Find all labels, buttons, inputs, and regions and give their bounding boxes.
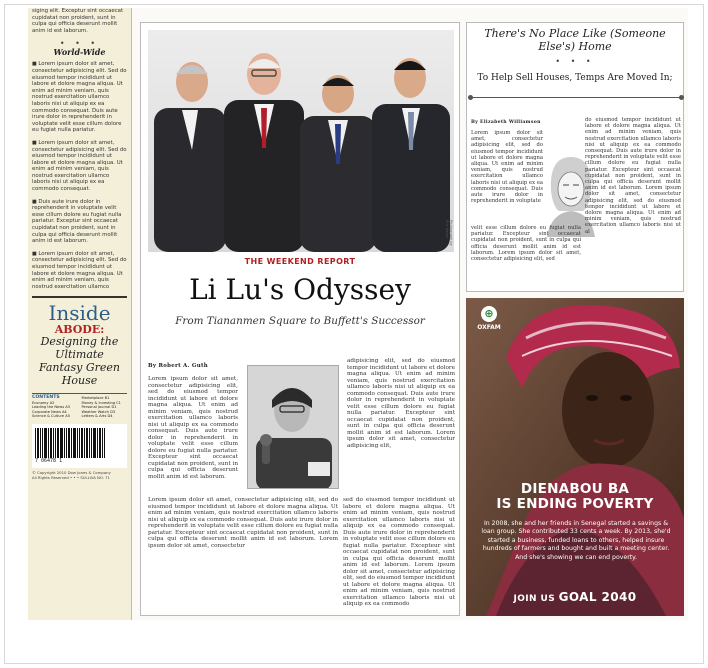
barcode-bar: [55, 428, 56, 458]
contents-list: Economy A2 Leading the News A3 Corporate News A4 Science & Culture A5: [32, 400, 70, 418]
article-body: Lorem ipsum dolor sit amet, consectetur adipisicing elit, sed do eiusmod tempor incididunt ut labore et dolore magna aliqua. Ut enim ad minim veniam, quis nostrud exercitation ullamco laboris nisi ut aliquip ex ea commodo consequat. Duis aute irure dolor in reprehenderit in voluptate velit esse cillum dolore eu fugiat nulla pariatur. Excepteur sint occaecat cupidatat non proident, sunt in culpa qui officia deserunt mollit anim id est laborum.: [148, 376, 238, 480]
sidebar-dots: • • •: [59, 39, 100, 49]
contents-list: Marketplace B1 Money & Investing C1 Personal Journal D1 Weather Watch D3 Letters & Arts D4: [81, 396, 121, 418]
group-photo-image: [148, 30, 454, 252]
byline: By Robert A. Guth: [148, 363, 209, 369]
barcode-bar: [99, 428, 101, 458]
ad-cta-goal: GOAL 2040: [558, 590, 637, 604]
left-sidebar: [28, 8, 132, 620]
inside-box: [32, 296, 127, 387]
barcode-bar: [66, 428, 67, 458]
ad-headline: [466, 482, 684, 512]
ad-headline-line: DIENABOU BA: [520, 481, 630, 497]
news-brief: ■ Lorem ipsum dolor sit amet, consectetur adipisicing elit. Sed do eiusmod tempor incididunt ut labore et dolore magna aliqua. Ut enim ad minim veniam, quis nostrud exercitation ullamco laboris nisi ut aliquip ex ea commodo consequat. Duis aute irure dolor in reprehenderit in voluptate velit esse cillum dolore eu fugiat nulla pariatur.: [32, 61, 127, 134]
barcode-bars: [35, 426, 124, 458]
headline[interactable]: Li Lu's Odyssey: [189, 273, 411, 306]
barcode-bar: [93, 428, 96, 458]
contents-heading: CONTENTS: [32, 395, 60, 401]
barcode-bar: [102, 428, 103, 458]
ad-cta[interactable]: [466, 590, 684, 604]
ad-headline-line: IS ENDING POVERTY: [496, 496, 654, 512]
secondary-byline: By Elizabeth Williamson: [471, 120, 541, 125]
section-heading: World-Wide: [53, 47, 106, 58]
barcode-bar: [53, 428, 54, 458]
group-photo: [148, 30, 454, 252]
photo-credit: Photograph by Eric Kaiser: [445, 220, 453, 246]
contents-column: [32, 396, 78, 418]
barcode-bar: [73, 428, 76, 458]
portrait-image: [248, 366, 339, 489]
divider: [471, 97, 681, 98]
barcode-bar: [35, 428, 36, 458]
news-brief: ■ Lorem ipsum dolor sit amet, consectetur adipisicing elit. Sed do eiusmod tempor incididunt ut labore et dolore magna aliqua. Ut enim ad minim veniam, quis nostrud exercitation ullamco: [32, 251, 127, 291]
barcode-bar: [97, 428, 98, 458]
kicker: THE WEEKEND REPORT: [244, 257, 356, 266]
ad-photo: [466, 298, 684, 616]
news-brief: ■ Duis aute irure dolor in reprehenderit in voluptate velit esse cillum dolore eu fugiat nulla pariatur. Exceptur sint occaecat cupidatat non proident, sunt in culpa qui officia deserunt mollit anim id est laborum.: [32, 199, 127, 245]
copyright-notice: © Copyright 2010 Dow Jones & Company All Rights Reserved • • • SULLIVA NO. 71: [32, 470, 111, 481]
barcode-bar: [64, 428, 65, 458]
secondary-body: velit esse cillum dolore eu fugiat nulla pariatur. Excepteur sint occaecat cupidatat non proident, sunt in culpa qui officia deserunt mollit anim id est laborum. Lorem ipsum dolor sit amet, consectetur adipisicing elit, sed: [471, 225, 581, 263]
oxfam-logo: [474, 306, 504, 331]
oxfam-logo-icon: ⊕: [481, 306, 497, 322]
barcode-bar: [89, 428, 90, 458]
barcode-bar: [79, 428, 80, 458]
inside-story-title: Designing the Ultimate Fantasy Green House: [38, 335, 120, 388]
barcode-bar: [86, 428, 88, 458]
oxfam-logo-text: OXFAM: [477, 324, 501, 331]
article-body: sed do eiusmod tempor incididunt ut labore et dolore magna aliqua. Ut enim ad minim veniam, quis nostrud exercitation ullamco laboris nisi ut aliquip ex ea commodo consequat. Duis aute irure dolor in reprehenderit in voluptate velit esse cillum dolore eu fugiat nulla pariatur. Excepteur sint occaecat cupidatat non proident, sunt in culpa qui officia deserunt mollit anim id est laborum. Lorem ipsum dolor sit amet, consectetur adipisicing elit, sed do eiusmod tempor incididunt ut labore et dolore magna aliqua. Ut enim ad minim veniam, quis nostrud exercitation ullamco laboris nisi ut aliquip ex ea commodo: [343, 497, 455, 607]
barcode-bar: [81, 428, 83, 458]
secondary-body: Lorem ipsum dolor sit amet, consectetur adipisicing elit, sed do eiusmod tempor incididunt ut labore et dolore magna aliqua. Ut enim ad minim veniam, quis nostrud exercitation ullamco laboris nisi ut aliquip ex ea commodo consequat. Duis aute irure dolor in reprehenderit in voluptate: [471, 130, 543, 205]
contents-column: [82, 396, 128, 418]
barcode-bar: [48, 428, 49, 458]
oxfam-ad[interactable]: [466, 298, 684, 616]
barcode-bar: [84, 428, 85, 458]
portrait-photo: [247, 365, 339, 489]
secondary-headline[interactable]: There's No Place Like (Someone Else's) Home: [484, 27, 666, 53]
inside-section-label: ABODE:: [54, 323, 105, 337]
ad-cta-prefix: JOIN US: [513, 594, 556, 604]
barcode-bar: [60, 428, 63, 458]
deck: From Tiananmen Square to Buffett's Successor: [175, 315, 425, 327]
barcode-bar: [40, 428, 41, 458]
barcode-number: 7 06478 1: [35, 458, 63, 465]
secondary-deck: To Help Sell Houses, Temps Are Moved In;: [477, 73, 673, 83]
secondary-dots: • • •: [555, 57, 595, 66]
barcode-bar: [44, 428, 47, 458]
ad-body: In 2008, she and her friends in Senegal started a savings & loan group. She contributed 33 cents a week. By 2013, she'd started a business, funded loans to others, helped insure hundreds of farmers and bought and built a meeting center. And she's showing we can end poverty.: [481, 520, 671, 561]
barcode-bar: [91, 428, 92, 458]
main-article: [140, 22, 460, 616]
barcode-bar: [50, 428, 52, 458]
secondary-story: [466, 22, 684, 292]
article-body: adipisicing elit, sed do eiusmod tempor incididunt ut labore et dolore magna aliqua. Ut enim ad minim veniam, quis nostrud exercitation ullamco laboris nisi ut aliquip ex ea commodo consequat. Duis aute irure dolor in reprehenderit in voluptate velit esse cillum dolore eu fugiat nulla pariatur. Excepteur sint occaecat cupidatat non proident, sunt in culpa qui officia deserunt mollit anim id est laborum. Lorem ipsum dolor sit amet, consectetur adipisicing elit,: [347, 358, 455, 449]
barcode-bar: [104, 428, 105, 458]
barcode-bar: [68, 428, 70, 458]
barcode-bar: [37, 428, 39, 458]
sidebar-top-text: siging elit. Exceptur sint occaecat cupidatat non proident, sunt in culpa qui officia deserunt mollit anim id est laborum.: [32, 8, 124, 34]
news-brief: ■ Lorem ipsum dolor sit amet, consectetur adipisicing elit. Sed do eiusmod tempor incididunt ut labore et dolore magna aliqua. Ut enim ad minim veniam, quis nostrud exercitation ullamco laboris nisi ut aliquip ex ea commodo consequat.: [32, 140, 127, 193]
article-body: Lorem ipsum dolor sit amet, consectetur adipisicing elit, sed do eiusmod tempor incididunt ut labore et dolore magna aliqua. Ut enim ad minim veniam, quis nostrud exercitation ullamco laboris nisi ut aliquip ex ea commodo consequat. Duis aute irure dolor in reprehenderit in voluptate velit esse cillum dolore eu fugiat nulla pariatur. Excepteur sint occaecat cupidatat non proident, sunt in culpa qui officia deserunt mollit anim id est laborum. Lorem ipsum dolor sit amet, consectetur: [148, 497, 338, 549]
secondary-body: do eiusmod tempor incididunt ut labore et dolore magna aliqua. Ut enim ad minim veniam, quis nostrud exercitation ullamco laboris nisi ut aliquip ex ea commodo consequat. Duis aute irure dolor in reprehenderit in voluptate velit esse cillum dolore eu fugiat nulla pariatur. Excepteur sint occaecat cupidatat non proident, sunt in culpa qui officia deserunt mollit anim id est laborum. Lorem ipsum dolor sit amet, consectetur adipisicing elit, sed do eiusmod tempor incididunt ut labore et dolore magna aliqua. Ut enim ad minim veniam, quis nostrud exercitation ullamco laboris nisi ut al: [585, 117, 681, 235]
barcode-bar: [57, 428, 59, 458]
barcode-bar: [42, 428, 43, 458]
barcode-bar: [71, 428, 72, 458]
inside-title: Inside: [48, 301, 111, 326]
contents-box: [32, 393, 127, 418]
barcode: [32, 424, 127, 468]
barcode-bar: [77, 428, 78, 458]
